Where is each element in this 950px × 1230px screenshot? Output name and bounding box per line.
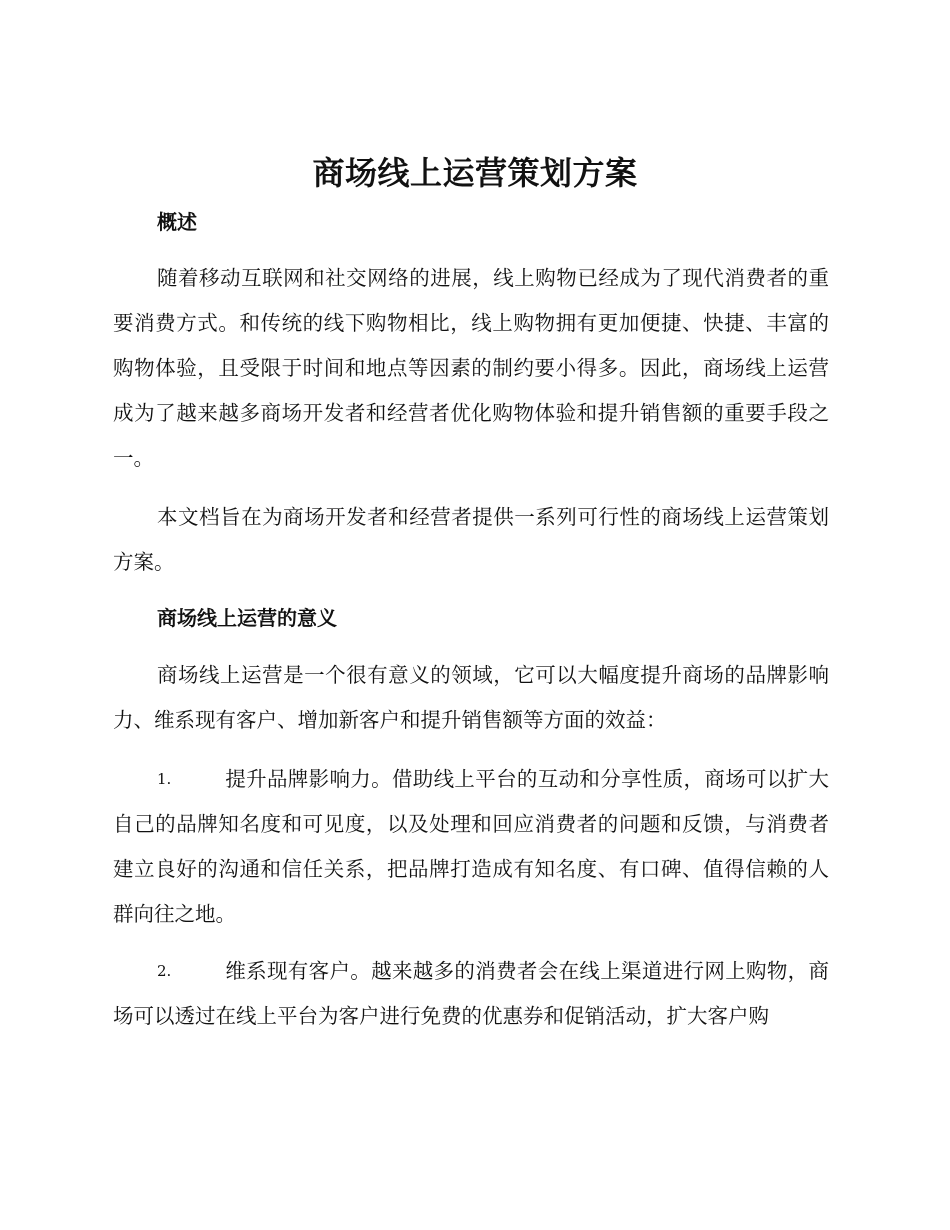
significance-paragraph-1: 商场线上运营是一个很有意义的领域，它可以大幅度提升商场的品牌影响力、维系现有客户、增加新客户和提升销售额等方面的效益： (113, 663, 829, 732)
overview-paragraph-2: 本文档旨在为商场开发者和经营者提供一系列可行性的商场线上运营策划方案。 (113, 505, 829, 574)
overview-paragraph-1: 随着移动互联网和社交网络的进展，线上购物已经成为了现代消费者的重要消费方式。和传统的线下购物相比，线上购物拥有更加便捷、快捷、丰富的购物体验，且受限于时间和地点等因素的制约要小得多。因此，商场线上运营成为了越来越多商场开发者和经营者优化购物体验和提升销售额的重要手段之一。 (113, 266, 829, 470)
list-item-text: 提升品牌影响力。借助线上平台的互动和分享性质，商场可以扩大自己的品牌知名度和可见度，以及处理和回应消费者的问题和反馈，与消费者建立良好的沟通和信任关系，把品牌打造成有知名度、有口碑、值得信赖的人群向往之地。 (113, 767, 829, 926)
list-item (113, 757, 829, 937)
list-item (113, 949, 829, 1039)
list-item-number: 1. (157, 770, 172, 788)
list-item-text: 维系现有客户。越来越多的消费者会在线上渠道进行网上购物，商场可以透过在线上平台为客户进行免费的优惠券和促销活动，扩大客户购 (113, 959, 829, 1028)
section-heading-significance: 商场线上运营的意义 (157, 606, 337, 630)
section-heading-overview: 概述 (157, 210, 197, 234)
document-title: 商场线上运营策划方案 (312, 154, 638, 192)
list-item-number: 2. (157, 962, 172, 980)
